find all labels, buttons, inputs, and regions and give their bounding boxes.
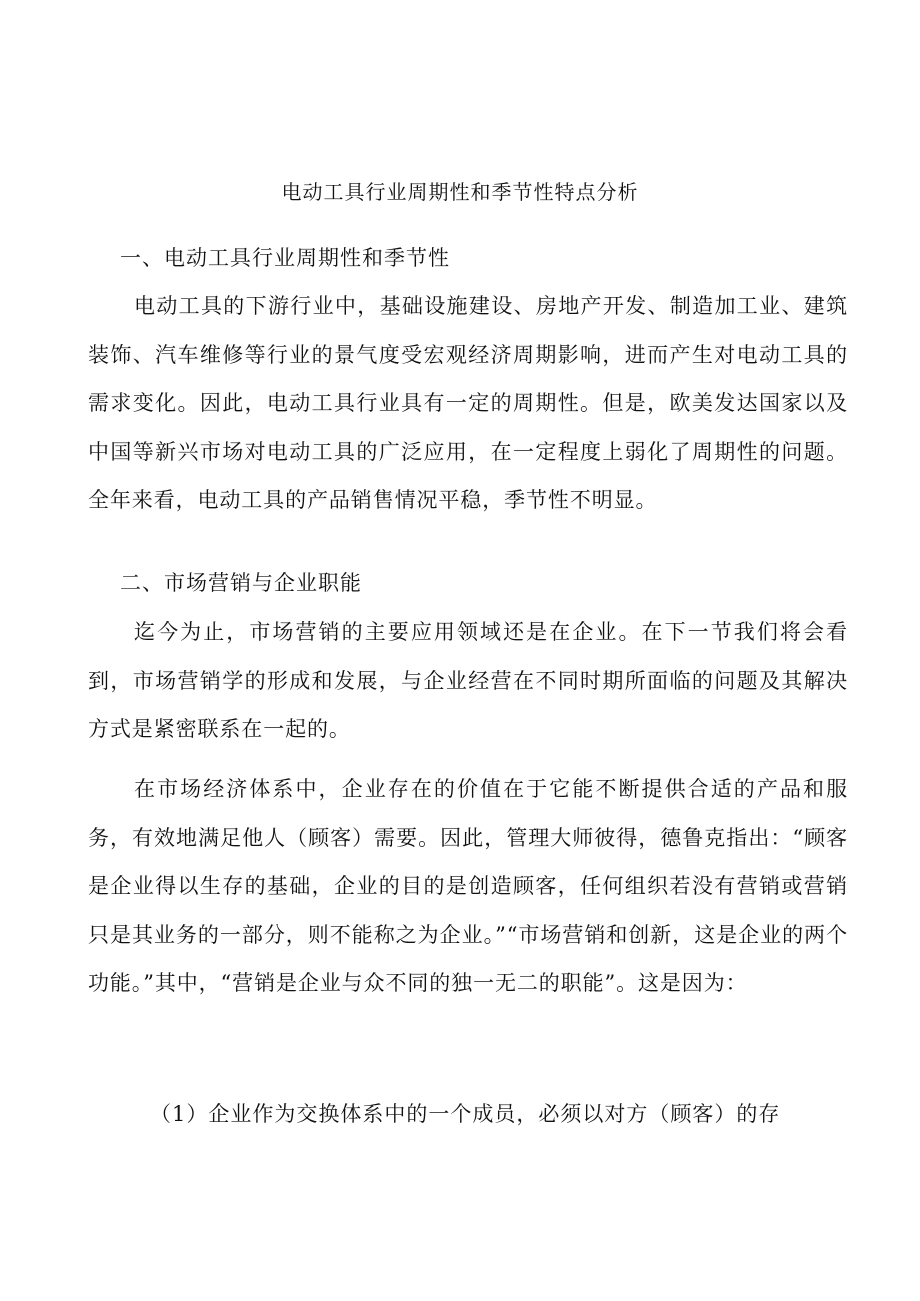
section1-paragraph: 电动工具的下游行业中，基础设施建设、房地产开发、制造加工业、建筑装饰、汽车维修等行业的景气度受宏观经济周期影响，进而产生对电动工具的需求变化。因此，电动工具行业具有一定的周期性。但是，欧美发达国家以及中国等新兴市场对电动工具的广泛应用，在一定程度上弱化了周期性的问题。全年来看，电动工具的产品销售情况平稳，季节性不明显。 xyxy=(88,294,848,512)
section-heading-1: 一、电动工具行业周期性和季节性 xyxy=(120,246,450,270)
section2-paragraph-1: 迄今为止，市场营销的主要应用领域还是在企业。在下一节我们将会看到，市场营销学的形成和发展，与企业经营在不同时期所面临的问题及其解决方式是紧密联系在一起的。 xyxy=(88,620,848,741)
section-heading-2: 二、市场营销与企业职能 xyxy=(120,571,362,595)
list-item-1: （1）企业作为交换体系中的一个成员，必须以对方（顾客）的存 xyxy=(150,1102,781,1126)
document-title: 电动工具行业周期性和季节性特点分析 xyxy=(281,180,639,204)
section2-paragraph-2: 在市场经济体系中，企业存在的价值在于它能不断提供合适的产品和服务，有效地满足他人（顾客）需要。因此，管理大师彼得，德鲁克指出：“顾客是企业得以生存的基础，企业的目的是创造顾客，任何组织若没有营销或营销只是其业务的一部分，则不能称之为企业。”“市场营销和创新，这是企业的两个功能。”其中，“营销是企业与众不同的独一无二的职能”。这是因为： xyxy=(88,777,848,995)
